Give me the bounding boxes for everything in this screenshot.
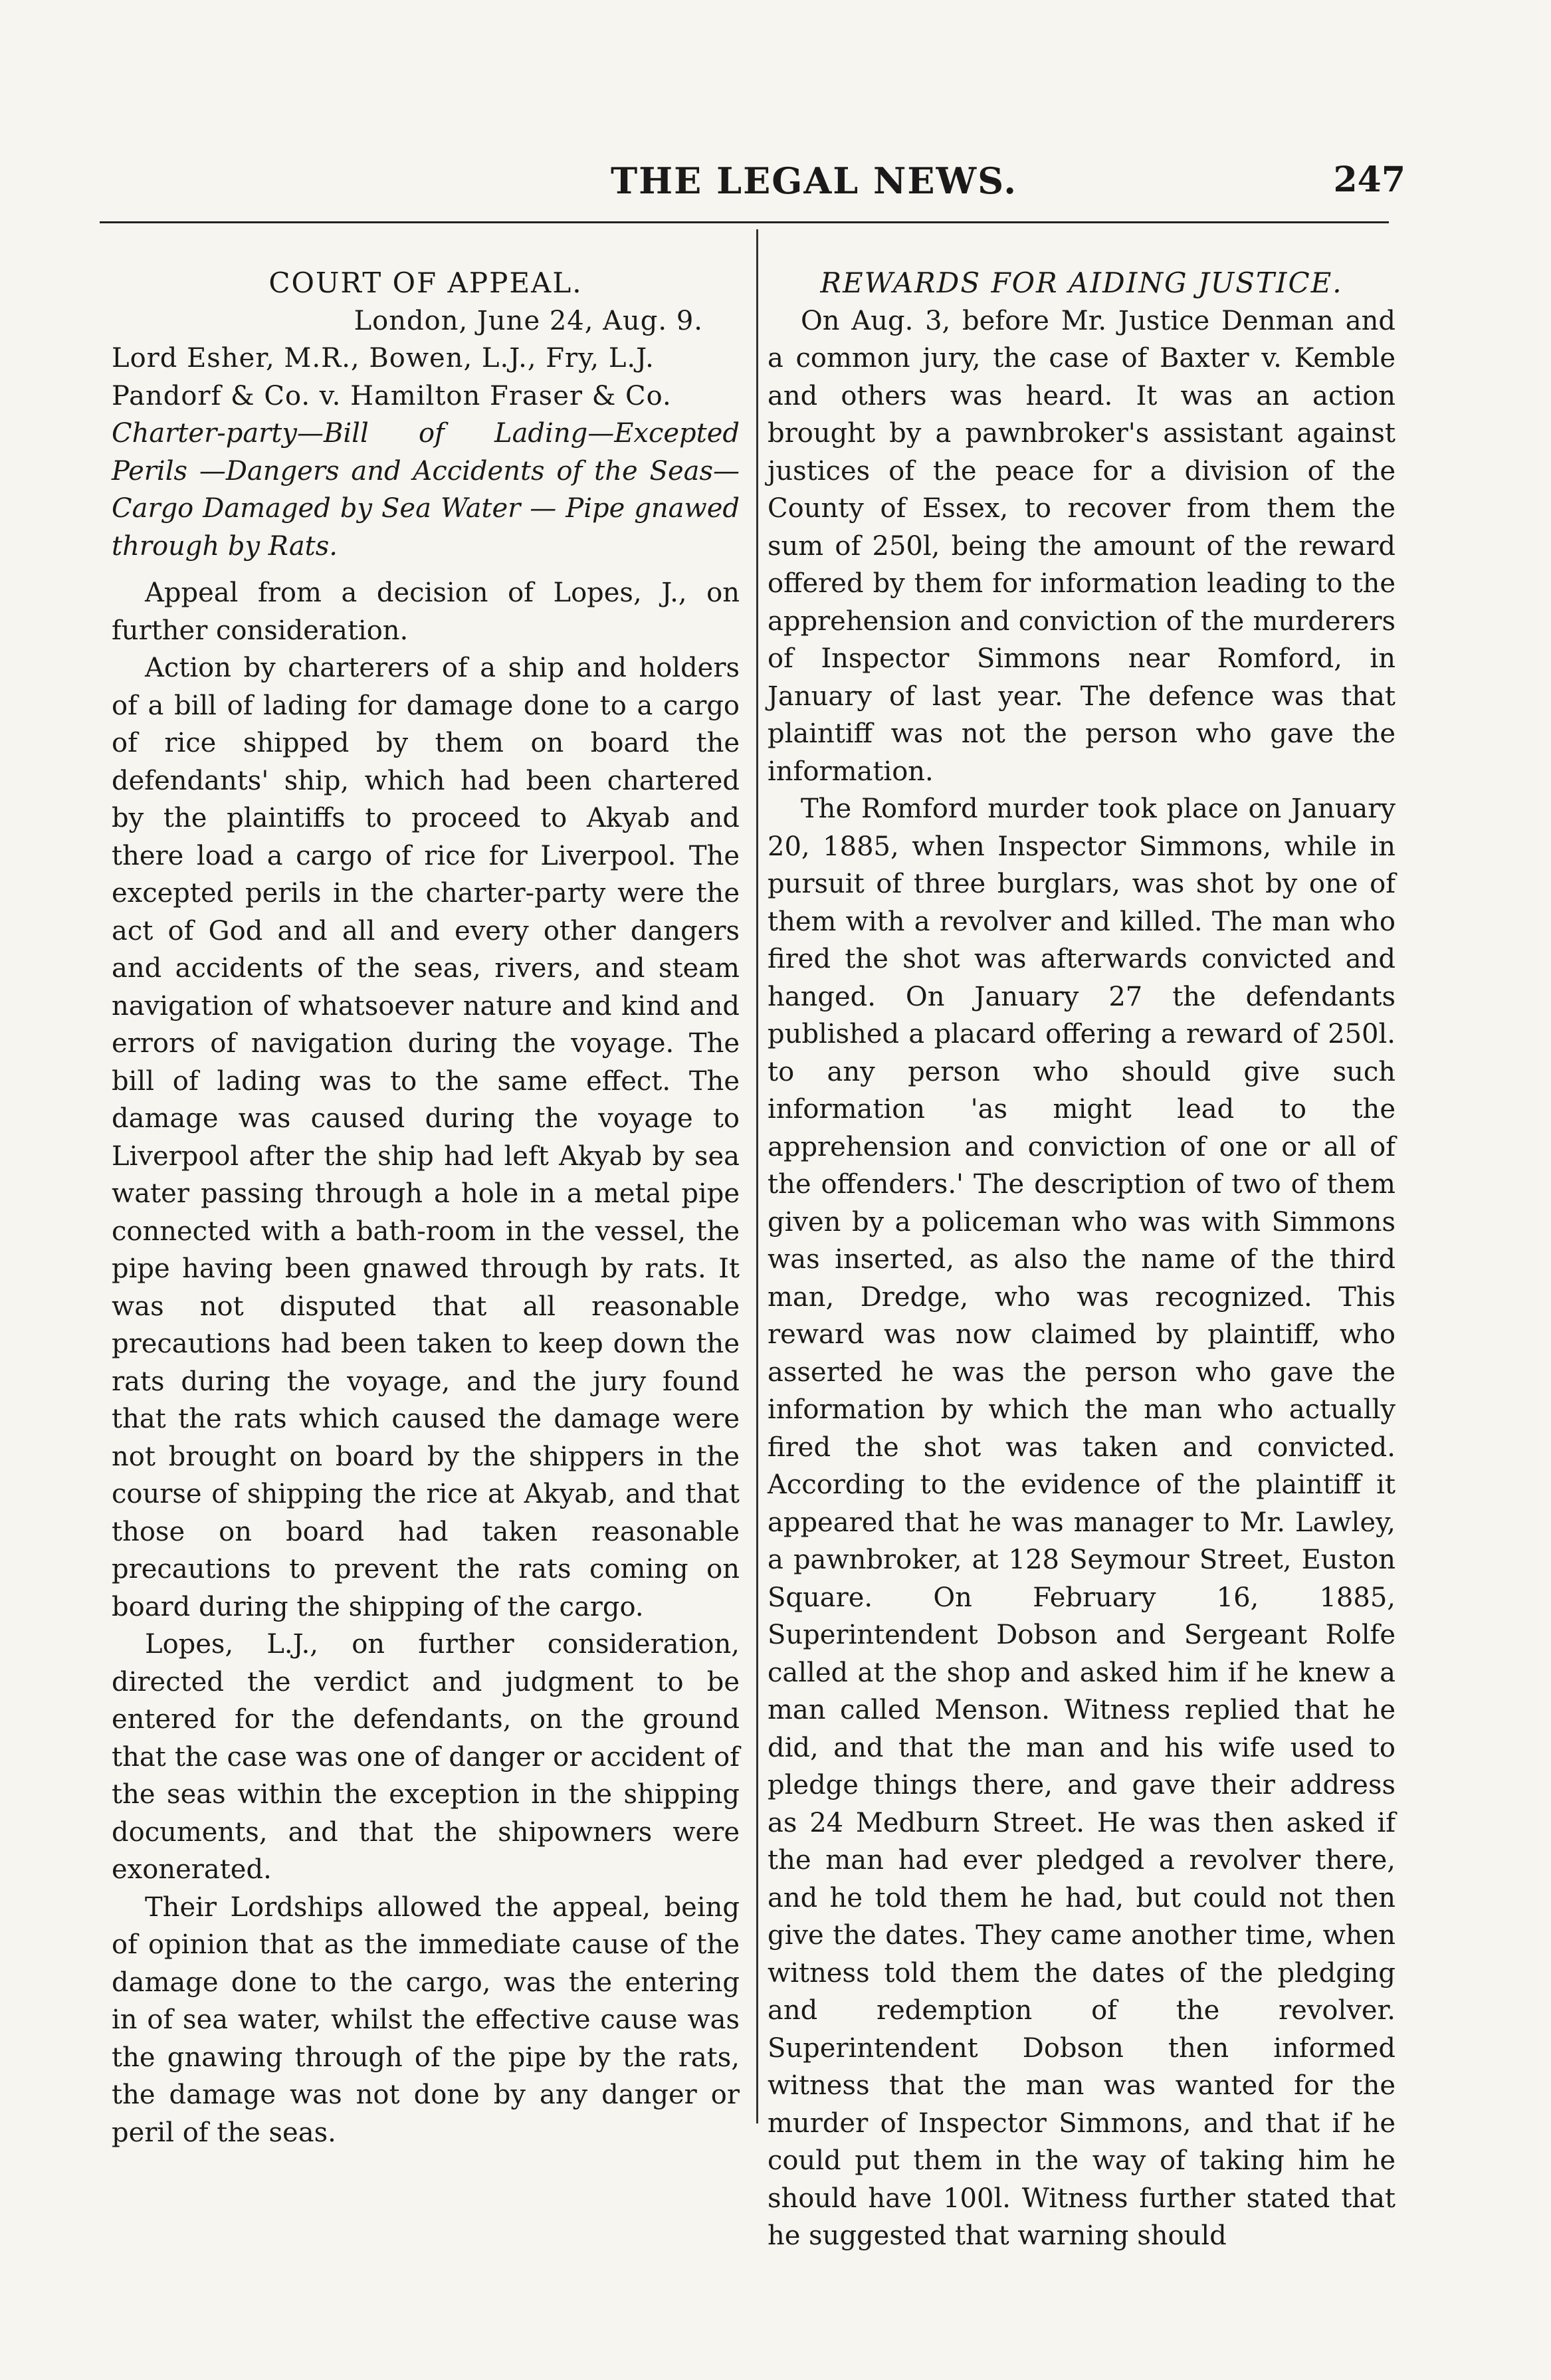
section-title: REWARDS FOR AIDING JUSTICE. <box>820 267 1343 299</box>
publication-title: THE LEGAL NEWS. <box>610 160 1018 202</box>
header-rule <box>100 221 1389 223</box>
page-number: 247 <box>1333 160 1405 200</box>
judges-line: Lord Esher, M.R., Bowen, L.J., Fry, L.J. <box>112 343 655 374</box>
date-line: London, June 24, Aug. 9. <box>354 305 703 336</box>
case-title: Pandorf & Co. v. Hamilton Fraser & Co. <box>112 380 672 411</box>
left-column <box>112 265 740 2151</box>
column-divider <box>756 229 758 2123</box>
paragraph: Their Lordships allowed the appeal, being of opinion that as the immediate cause of the damage done to the cargo, was the entering in of sea water, whilst the effective cause was the gnawing through of the pipe by the rats, the damage was not done by any danger or peril of the seas. <box>112 1892 740 2148</box>
court-heading: COURT OF APPEAL. <box>268 267 583 299</box>
right-column <box>768 265 1396 2255</box>
paragraph: The Romford murder took place on January 20, 1885, when Inspector Simmons, while in pursuit of three burglars, was shot by one of them with a revolver and killed. The man who fired the shot was afterwards convicted and hanged. On January 27 the defendants published a placard offering a reward of 250l. to any person who should give such information 'as might lead to the apprehension and conviction of one or all of the offenders.' The description of two of them given by a policeman who was with Simmons was inserted, as also the name of the third man, Dredge, who was recognized. This reward was now claimed by plaintiff, who asserted he was the person who gave the information by which the man who actually fired the shot was taken and convicted. According to the evidence of the plaintiff it appeared that he was manager to Mr. Lawley, a pawnbroker, at 128 Seymour Street, Euston Square. On February 16, 1885, Superintendent Dobson and Sergeant Rolfe called at the shop and asked him if he knew a man called Menson. Witness replied that he did, and that the man and his wife used to pledge things there, and gave their address as 24 Medburn Street. He was then asked if the man had ever pledged a revolver there, and he told them he had, but could not then give the dates. They came another time, when witness told them the dates of the pledging and redemption of the revolver. Superintendent Dobson then informed witness that the man was wanted for the murder of Inspector Simmons, and that if he could put them in the way of taking him he should have 100l. Witness further stated that he suggested that warning should <box>768 794 1396 2251</box>
paragraph: Action by charterers of a ship and holders of a bill of lading for damage done to a cargo of rice shipped by them on board the defendants' ship, which had been chartered by the plaintiffs to proceed to Akyab and there load a cargo of rice for Liverpool. The excepted perils in the charter-party were the act of God and all and every other dangers and accidents of the seas, rivers, and steam navigation of whatsoever nature and kind and errors of navigation during the voyage. The bill of lading was to the same effect. The damage was caused during the voyage to Liverpool after the ship had left Akyab by sea water passing through a hole in a metal pipe connected with a bath-room in the vessel, the pipe having been gnawed through by rats. It was not disputed that all reasonable precautions had been taken to keep down the rats during the voyage, and the jury found that the rats which caused the damage were not brought on board by the shippers in the course of shipping the rice at Akyab, and that those on board had taken reasonable precautions to prevent the rats coming on board during the shipping of the cargo. <box>112 653 740 1622</box>
page-header <box>223 160 1405 206</box>
headnote: Charter-party—Bill of Lading—Excepted Perils —Dangers and Accidents of the Seas— Cargo Damaged by Sea Water — Pipe gnawed through by Rats. <box>112 418 740 562</box>
paragraph: Appeal from a decision of Lopes, J., on further consideration. <box>112 578 740 646</box>
paragraph: Lopes, L.J., on further consideration, directed the verdict and judgment to be entered for the defendants, on the ground that the case was one of danger or accident of the seas within the exception in the shipping documents, and that the shipowners were exonerated. <box>112 1629 740 1885</box>
paragraph: On Aug. 3, before Mr. Justice Denman and a common jury, the case of Baxter v. Kemble and others was heard. It was an action brought by a pawnbroker's assistant against justices of the peace for a division of the County of Essex, to recover from them the sum of 250l, being the amount of the reward offered by them for information leading to the apprehension and conviction of the murderers of Inspector Simmons near Romford, in January of last year. The defence was that plaintiff was not the person who gave the information. <box>768 305 1396 787</box>
